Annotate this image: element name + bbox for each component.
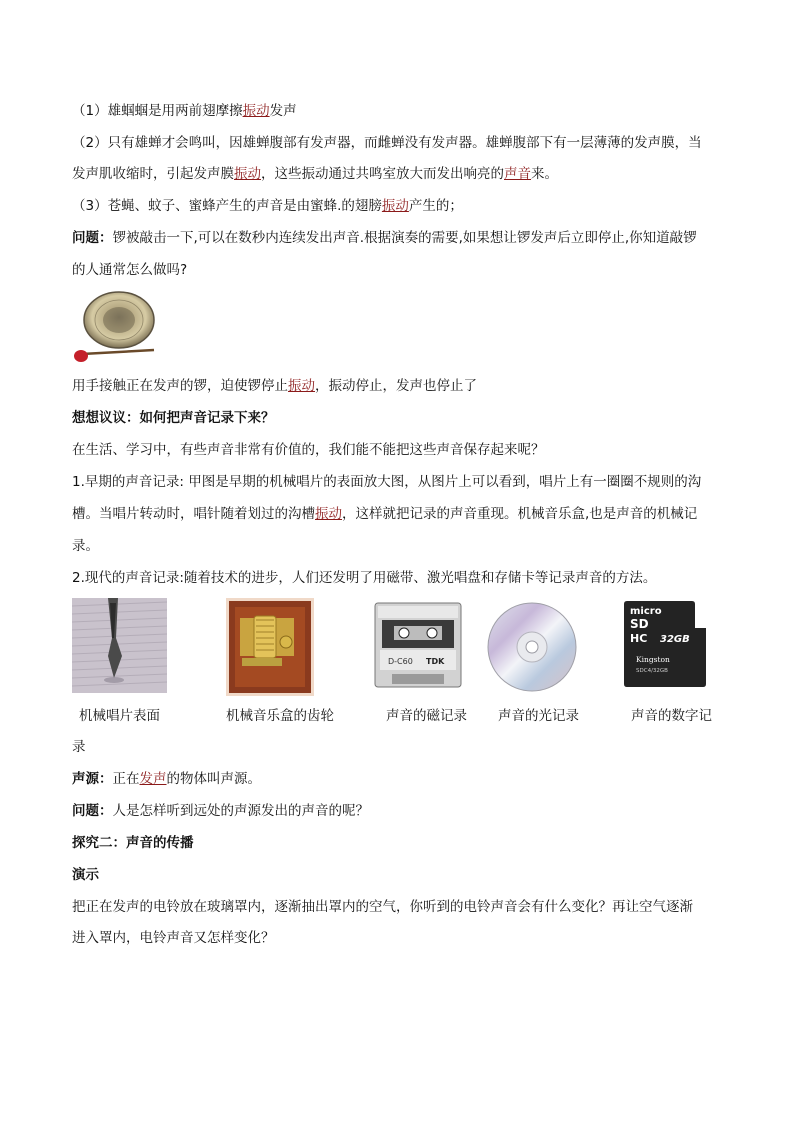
- paragraph-demo-line2: 进入罩内，电铃声音又怎样变化？: [72, 930, 275, 946]
- keyword-sounding: 发声: [139, 771, 167, 787]
- question-gong-line1: 问题：锣被敲击一下,可以在数秒内连续发出声音.根据演奏的需要,如果想让锣发声后立即停止,你知道敲锣: [72, 230, 697, 246]
- cassette-label: D-C60: [388, 657, 413, 666]
- heading-demo: 演示: [72, 867, 99, 883]
- paragraph-insects: （3）苍蝇、蚊子、蜜蜂产生的声音是由蜜蜂.的翅膀振动产生的；: [72, 198, 463, 214]
- definition-label: 声源：: [72, 771, 113, 787]
- paragraph-early-line3: 录。: [72, 538, 99, 554]
- keyword-sound: 声音: [504, 166, 531, 182]
- keyword-vibration: 振动: [288, 378, 315, 394]
- caption-digital: 声音的数字记: [631, 708, 712, 724]
- cassette-brand: TDK: [426, 657, 445, 666]
- question-label: 问题：: [72, 803, 113, 819]
- cd-disc-image: [486, 601, 578, 693]
- caption-digital-tail: 录: [72, 739, 86, 755]
- answer-gong: 用手接触正在发声的锣，迫使锣停止振动，振动停止，发声也停止了: [72, 378, 477, 394]
- sd-brand-text: Kingston: [636, 655, 670, 664]
- question-label: 问题：: [72, 230, 113, 246]
- definition-sound-source: 声源：正在发声的物体叫声源。: [72, 771, 261, 787]
- music-box-image: [226, 598, 314, 696]
- paragraph-katydid: （1）雄蝈蝈是用两前翅摩擦振动发声: [72, 103, 297, 119]
- paragraph-early-line1: 1.早期的声音记录: 甲图是早期的机械唱片的表面放大图，从图片上可以看到，唱片上有一圈圈不规则的沟: [72, 474, 702, 490]
- paragraph-early-line2: 槽。当唱片转动时，唱针随着划过的沟槽振动，这样就把记录的声音重现。机械音乐盒,也是声音的机械记: [72, 506, 698, 522]
- cassette-tape-image: [374, 602, 462, 688]
- sd-code-text: SDC4/32GB: [636, 668, 668, 674]
- caption-optical: 声音的光记录: [498, 708, 579, 724]
- heading-propagation: 探究二：声音的传播: [72, 835, 194, 851]
- paragraph-intro: 在生活、学习中，有些声音非常有价值的，我们能不能把这些声音保存起来呢？: [72, 442, 545, 458]
- sd-size-text: 32GB: [660, 634, 690, 645]
- paragraph-modern: 2.现代的声音记录:随着技术的进步，人们还发明了用磁带、激光唱盘和存储卡等记录声音的方法。: [72, 570, 657, 586]
- caption-music-box: 机械音乐盒的齿轮: [226, 708, 334, 724]
- record-surface-image: [72, 598, 167, 693]
- keyword-vibration: 振动: [381, 198, 409, 214]
- keyword-vibration: 振动: [242, 103, 270, 119]
- caption-magnetic: 声音的磁记录: [386, 708, 467, 724]
- caption-record: 机械唱片表面: [79, 708, 160, 724]
- question-hearing: 问题：人是怎样听到远处的声源发出的声音的呢？: [72, 803, 369, 819]
- gong-image: [72, 290, 157, 367]
- paragraph-cicada-line1: （2）只有雄蝉才会鸣叫，因雄蝉腹部有发声器，而雌蝉没有发声器。雄蝉腹部下有一层薄薄的发声膜，当: [72, 135, 702, 151]
- paragraph-cicada-line2: 发声肌收缩时，引起发声膜振动，这些振动通过共鸣室放大而发出响亮的声音来。: [72, 166, 558, 182]
- sd-micro-text: micro: [630, 606, 662, 617]
- sd-hc-text: HC: [630, 632, 648, 645]
- keyword-vibration: 振动: [234, 166, 261, 182]
- heading-record-sound: 想想议议：如何把声音记录下来？: [72, 410, 275, 426]
- paragraph-demo-line1: 把正在发声的电铃放在玻璃罩内，逐渐抽出罩内的空气，你听到的电铃声音会有什么变化？再让空气逐渐: [72, 899, 693, 915]
- question-gong-line2: 的人通常怎么做吗?: [72, 262, 188, 278]
- keyword-vibration: 振动: [315, 506, 342, 522]
- sd-card-image: [622, 600, 708, 688]
- sd-logo-text: SD: [630, 617, 649, 631]
